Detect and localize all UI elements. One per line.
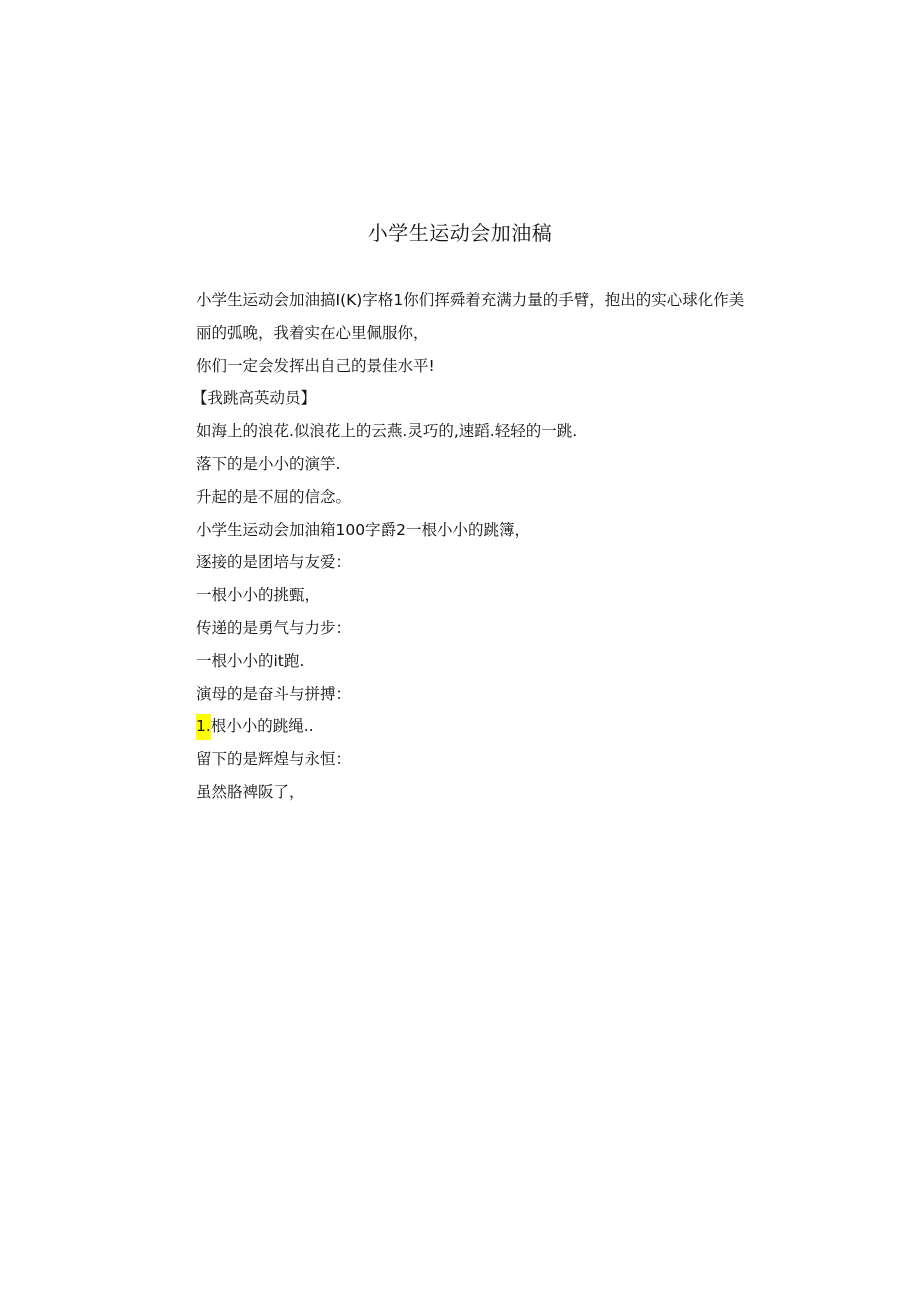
text-line: 一根小小的it跑. bbox=[196, 651, 305, 670]
text-line: 升起的是不屈的信念。 bbox=[196, 487, 352, 506]
document-body bbox=[192, 284, 756, 809]
text-line: 落下的是小小的演竽. bbox=[196, 454, 341, 473]
text-line: 演母的是奋斗与拼搏： bbox=[196, 684, 352, 703]
text-line: 你们一定会发挥出自己的景佳水平! bbox=[196, 356, 435, 375]
text-line: 丽的弧晚，我着实在心里佩服你， bbox=[196, 323, 429, 342]
section-heading: 【我跳高英动员】 bbox=[192, 389, 317, 408]
highlight-marker: 1. bbox=[196, 714, 211, 740]
text-line: 一根小小的挑甄， bbox=[196, 586, 321, 605]
text-line: 如海上的浪花.似浪花上的云燕.灵巧的,速蹈.轻轻的一跳. bbox=[196, 422, 578, 441]
text-line: 传递的是勇气与力步： bbox=[196, 618, 352, 637]
highlighted-line bbox=[196, 710, 756, 743]
text-line: 留下的是辉煌与永恒： bbox=[196, 750, 352, 769]
text-line: 虽然胳裨阪了， bbox=[196, 782, 305, 801]
text-line: 小学生运动会加油箱100字爵2一根小小的跳簿， bbox=[196, 520, 530, 539]
text-line: 小学生运动会加油搞I(K)字格1你们挥舜着充满力量的手臂，抱出的实心球化作美 bbox=[196, 291, 745, 309]
highlighted-line-text: 根小小的跳绳.. bbox=[210, 717, 314, 736]
document-title: 小学生运动会加油稿 bbox=[367, 221, 553, 245]
text-line: 逐接的是团培与友爱： bbox=[196, 553, 352, 572]
